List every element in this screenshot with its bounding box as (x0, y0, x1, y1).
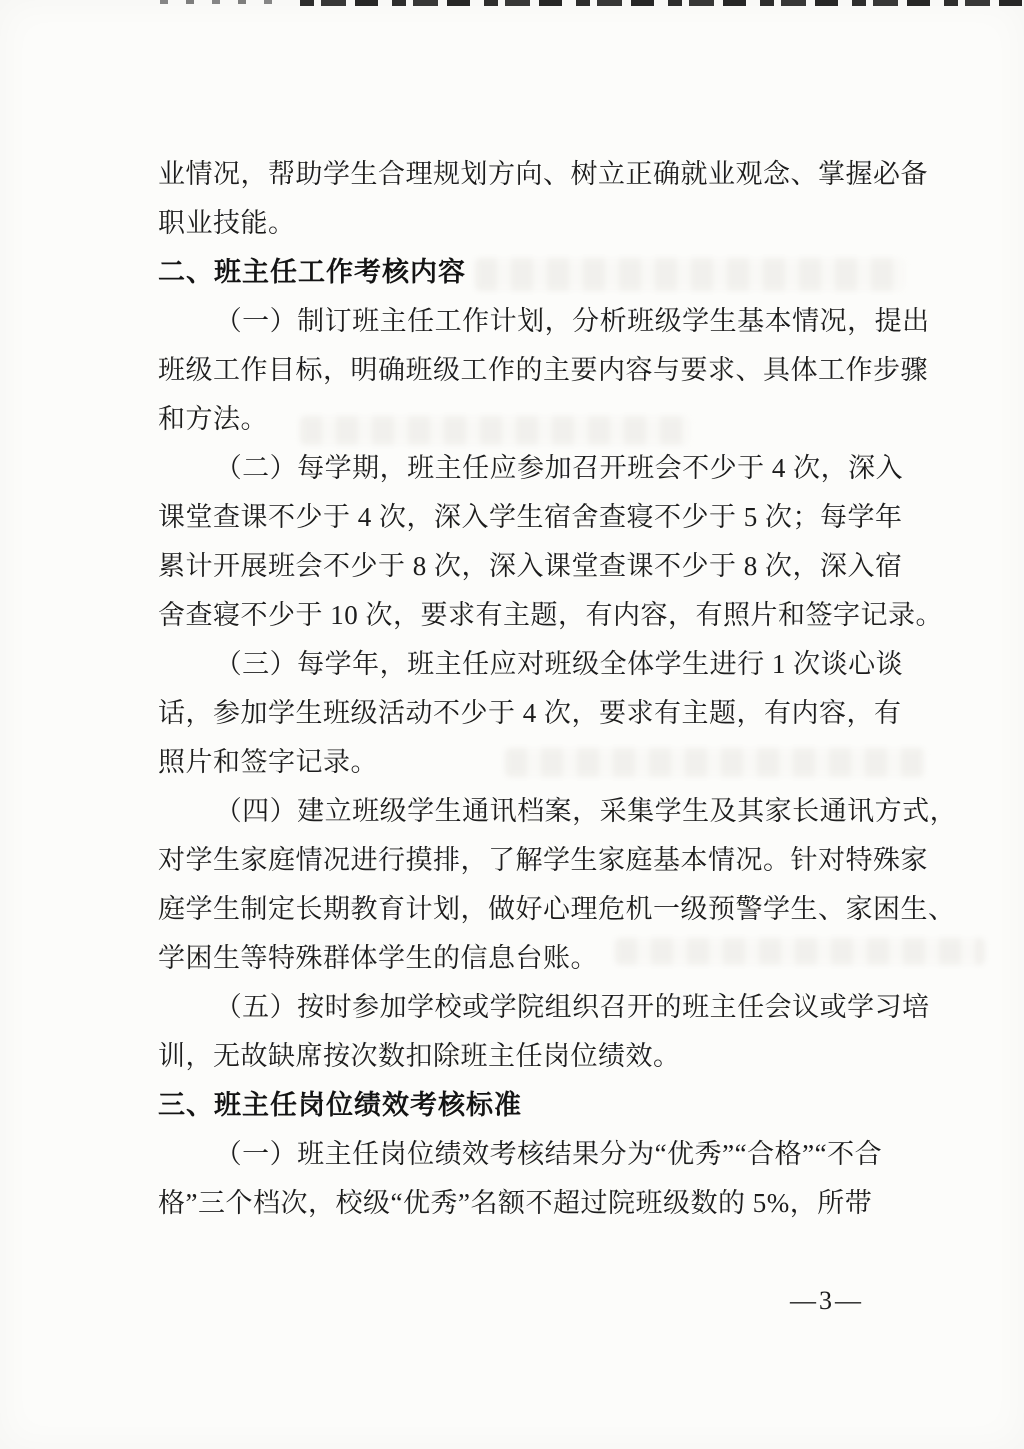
text-line: 庭学生制定长期教育计划，做好心理危机一级预警学生、家困生、 (158, 894, 956, 924)
section-heading: 三、班主任岗位绩效考核标准 (158, 1090, 522, 1120)
scan-artifact-top-left (160, 0, 290, 4)
page-number: —3— (790, 1286, 864, 1315)
text-line: 学困生等特殊群体学生的信息台账。 (158, 943, 598, 973)
text-line: 班级工作目标，明确班级工作的主要内容与要求、具体工作步骤 (158, 355, 928, 385)
text-line: （一）班主任岗位绩效考核结果分为“优秀”“合格”“不合 (214, 1139, 883, 1169)
text-line: 和方法。 (158, 404, 268, 434)
text-line: （一）制订班主任工作计划，分析班级学生基本情况，提出 (214, 306, 930, 336)
text-line: 格”三个档次，校级“优秀”名额不超过院班级数的 5%，所带 (158, 1188, 873, 1218)
document-lines (158, 150, 958, 1228)
text-line: 话，参加学生班级活动不少于 4 次，要求有主题，有内容，有 (158, 698, 902, 728)
text-line: 课堂查课不少于 4 次，深入学生宿舍查寝不少于 5 次；每学年 (158, 502, 903, 532)
text-line: 舍查寝不少于 10 次，要求有主题，有内容，有照片和签字记录。 (158, 600, 943, 630)
text-line: （二）每学期，班主任应参加召开班会不少于 4 次，深入 (214, 453, 904, 483)
section-heading: 二、班主任工作考核内容 (158, 257, 466, 287)
text-line: 对学生家庭情况进行摸排，了解学生家庭基本情况。针对特殊家 (158, 845, 928, 875)
text-line: （四）建立班级学生通讯档案，采集学生及其家长通讯方式， (214, 796, 958, 826)
text-line: 职业技能。 (158, 208, 296, 238)
text-line: 训，无故缺席按次数扣除班主任岗位绩效。 (158, 1041, 681, 1071)
scan-artifact-top (300, 0, 1024, 6)
text-line: 累计开展班会不少于 8 次，深入课堂查课不少于 8 次，深入宿 (158, 551, 903, 581)
text-line: 照片和签字记录。 (158, 747, 378, 777)
text-line: 业情况，帮助学生合理规划方向、树立正确就业观念、掌握必备 (158, 159, 928, 189)
text-line: （五）按时参加学校或学院组织召开的班主任会议或学习培 (214, 992, 930, 1022)
text-line: （三）每学年，班主任应对班级全体学生进行 1 次谈心谈 (214, 649, 904, 679)
